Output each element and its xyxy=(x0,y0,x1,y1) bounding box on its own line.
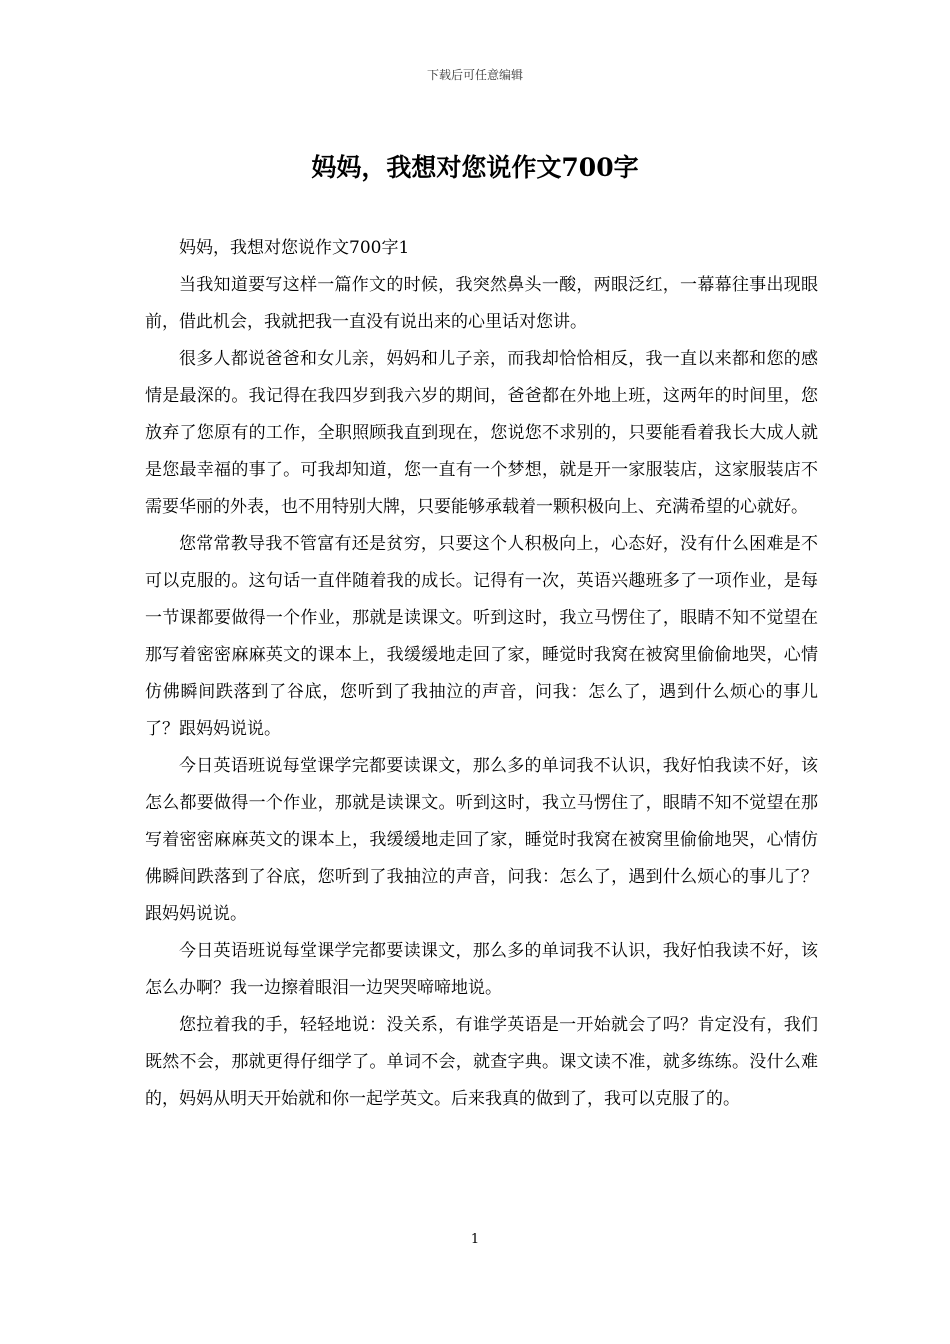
document-title: 妈妈，我想对您说作文700字 xyxy=(311,153,639,182)
page-number: 1 xyxy=(470,1232,480,1247)
paragraph: 当我知道要写这样一篇作文的时候，我突然鼻头一酸，两眼泛红，一幕幕往事出现眼前，借此机会，我就把我一直没有说出来的心里话对您讲。 xyxy=(145,275,818,332)
paragraph: 很多人都说爸爸和女儿亲，妈妈和儿子亲，而我却恰恰相反，我一直以来都和您的感情是最深的。我记得在我四岁到我六岁的期间，爸爸都在外地上班，这两年的时间里，您放弃了您原有的工作，全职照顾我直到现在，您说您不求别的，只要能看着我长大成人就是您最幸福的事了。可我却知道，您一直有一个梦想，就是开一家服装店，这家服装店不需要华丽的外表，也不用特别大牌，只要能够承载着一颗积极向上、充满希望的心就好。 xyxy=(145,349,818,517)
paragraph-subtitle: 妈妈，我想对您说作文700字1 xyxy=(179,238,410,258)
header-note: 下载后可任意编辑 xyxy=(426,68,523,82)
paragraph: 您常常教导我不管富有还是贫穷，只要这个人积极向上，心态好，没有什么困难是不可以克服的。这句话一直伴随着我的成长。记得有一次，英语兴趣班多了一项作业，是每一节课都要做得一个作业，那就是读课文。听到这时，我立马愣住了，眼睛不知不觉望在那写着密密麻麻英文的课本上，我缓缓地走回了家，睡觉时我窝在被窝里偷偷地哭，心情仿佛瞬间跌落到了谷底，您听到了我抽泣的声音，问我：怎么了，遇到什么烦心的事儿了？跟妈妈说说。 xyxy=(145,534,818,739)
paragraph: 您拉着我的手，轻轻地说：没关系，有谁学英语是一开始就会了吗？肯定没有，我们既然不会，那就更得仔细学了。单词不会，就查字典。课文读不准，就多练练。没什么难的，妈妈从明天开始就和你一起学英文。后来我真的做到了，我可以克服了的。 xyxy=(145,1015,818,1109)
paragraph: 今日英语班说每堂课学完都要读课文，那么多的单词我不认识，我好怕我读不好，该怎么都要做得一个作业，那就是读课文。听到这时，我立马愣住了，眼睛不知不觉望在那写着密密麻麻英文的课本上，我缓缓地走回了家，睡觉时我窝在被窝里偷偷地哭，心情仿佛瞬间跌落到了谷底，您听到了我抽泣的声音，问我：怎么了，遇到什么烦心的事儿了？跟妈妈说说。 xyxy=(145,756,818,924)
document-body xyxy=(145,230,818,1118)
paragraph: 今日英语班说每堂课学完都要读课文，那么多的单词我不认识，我好怕我读不好，该怎么办啊？我一边擦着眼泪一边哭哭啼啼地说。 xyxy=(145,941,818,998)
